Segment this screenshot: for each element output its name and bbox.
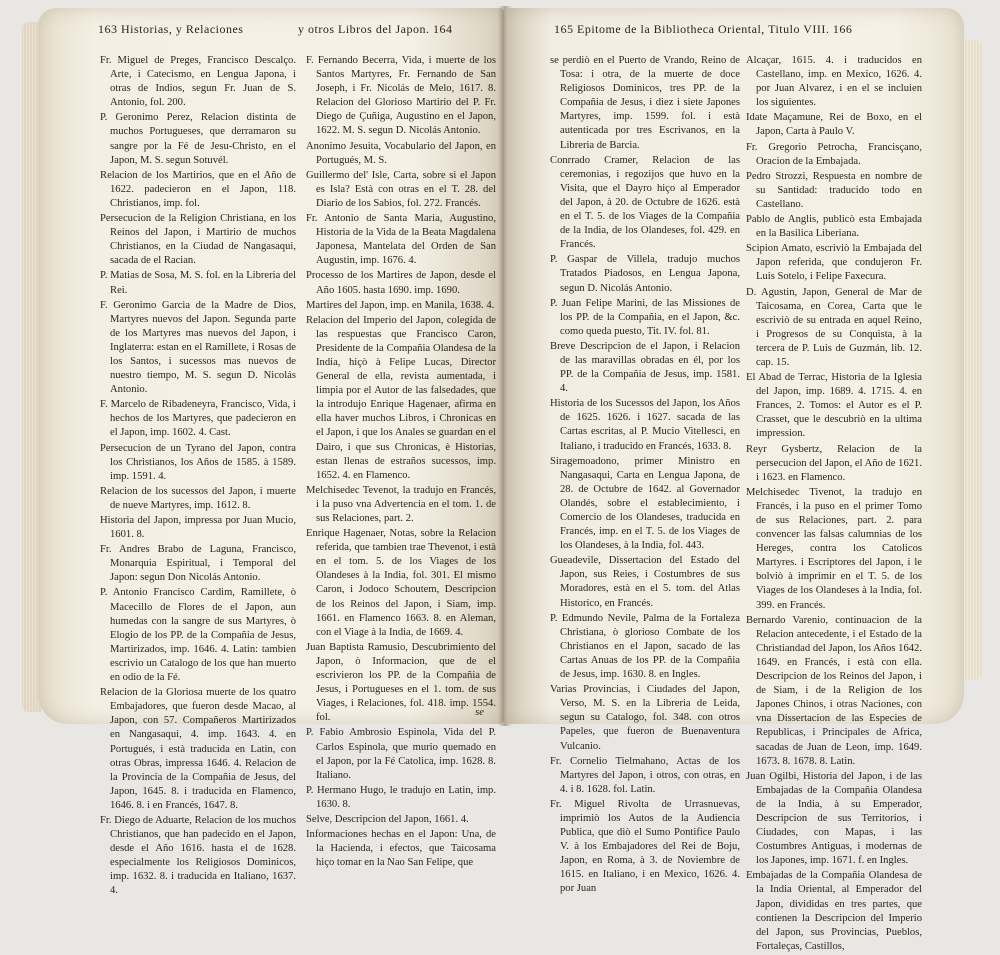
bibliography-entry: Fr. Miguel de Preges, Francisco Descalço. Arte, i Catecismo, en Lengua Japona, i otras de Indios, segun Fr. Juan de S. Antonio, fol. 200.: [100, 55, 296, 109]
bibliography-entry: Melchisedec Tivenot, la tradujo en Francés, i la puso en el primer Tomo de sus Relaciones, part. 2. para convencer las falsas calumnias de los Hereges, contra los Catolicos Martyres. i Escriptores del Japon, i le bolviò à imprimir en el T. 5. de los Viages de los Olandeses à la India, fol. 399. en Francés.: [746, 486, 922, 611]
bibliography-entry: P. Juan Felipe Marini, de las Missiones de los PP. de la Compañia, en el Japon, &c. como queda puesto, Tit. IV. fol. 81.: [550, 297, 740, 337]
bibliography-entry: Historia de los Sucessos del Japon, los Años de 1625. 1626. i 1627. sacada de las Cartas escritas, al P. Mucio Vitellesci, en Italiano, i traducido en Francés, 1633. 8.: [550, 398, 740, 452]
bibliography-entry: P. Matias de Sosa, M. S. fol. en la Libreria del Rei.: [100, 270, 296, 296]
bibliography-entry: Idate Maçamune, Rei de Boxo, en el Japon, Carta à Paulo V.: [746, 112, 922, 138]
right-column-2: [746, 54, 922, 955]
bibliography-entry: F. Fernando Becerra, Vida, i muerte de los Santos Martyres, Fr. Fernando de San Joseph, i Fr. Nicolás de Melo, 1617. 8. Relacion del Glorioso Martirio del P. Fr. Diego de Çuñiga, Augustino en el Japon, 1622. M. S. segun D. Nicolás Antonio.: [306, 55, 496, 137]
bibliography-entry: Relacion de los Martirios, que en el Año de 1622. padecieron en el Japon, 118. Christianos, imp. fol.: [100, 169, 296, 209]
bibliography-entry: Anonimo Jesuita, Vocabulario del Japon, en Portugués, M. S.: [306, 140, 496, 166]
bibliography-entry: Processo de los Martires de Japon, desde el Año 1605. hasta 1690. imp. 1690.: [306, 270, 496, 296]
right-column-1: [550, 54, 740, 898]
left-column-2: [306, 54, 496, 871]
left-page: [38, 8, 504, 897]
bibliography-entry: Siragemoadono, primer Ministro en Nangasaqui, Carta en Lengua Japona, de 28. de Octubre de 1642. al Governador Olandés, sobre el establecimiento, i Comercio de los Olandeses, traducida en Francés, imp. en el T. 5. de los Viages de los Olandeses, à la India, fol. 443.: [550, 455, 740, 552]
bibliography-entry: Alcaçar, 1615. 4. i traducidos en Castellano, imp. en Mexico, 1626. 4. por Juan Alvarez, i en el se incluien los siguientes.: [746, 55, 922, 109]
bibliography-entry: D. Agustin, Japon, General de Mar de Taicosama, en Corea, Carta que le escriviò de su entrada en aquel Reino, i Progresos de su Conquista, à la tercera de P. Luis de Guzmán, lib. 12. cap. 15.: [746, 286, 922, 368]
bibliography-entry: Relacion de la Gloriosa muerte de los quatro Embajadores, que fueron desde Macao, al Japon, con 57. Compañeros Martirizados en Nangasaqui, 4. imp. 1643. 4. en Portugués, i està traducida en Latin, con otras Obras, impressa 1646. 4. Relacion de la Provincia de la Compañia de Jesus, del Japon, 1645. 8. i traducida en Flamenco, 1646. 8. i en Francés, 1647. 8.: [100, 687, 296, 811]
bibliography-entry: Breve Descripcion de el Japon, i Relacion de las maravillas obradas en él, por los PP. de la Compañia de Jesus, imp. 1581. 4.: [550, 340, 740, 395]
bibliography-entry: Gueadevile, Dissertacion del Estado del Japon, sus Reies, i Costumbres de sus Moradores, està en el 5. tom. del Atlas Historico, en Francés.: [550, 555, 740, 609]
bibliography-entry: Relacion del Imperio del Japon, colegida de las respuestas que Francisco Caron, Presidente de la Compañia Olandesa de la India, hiçò à Felipe Lucas, Director General de ella, revista aumentada, i limpia por el Autor de las falsedades, que la introdujo Enrique Hagenaer, afirma en ella haver muchos Libros, i Chronicas en el Japon, i que los Anales se guardan en el Dairo, i que sus Chronicas, è Historias, estan llenas de estraños sucessos, imp. 1652. 4. en Flamenco.: [306, 314, 496, 481]
bibliography-entry: Scipion Amato, escriviò la Embajada del Japon referida, que condujeron Fr. Luis Sotelo, i Felipe Faxecura.: [746, 243, 922, 283]
bibliography-entry: Juan Baptista Ramusio, Descubrimiento del Japon, ò Informacion, que de el escrivieron los PP. de la Compañia de Jesus, i Portugueses en el 1. tom. de sus Viages, i Relaciones, fol. 418. imp. 1554. fol.: [306, 641, 496, 724]
bibliography-entry: P. Geronimo Perez, Relacion distinta de muchos Portugueses, que derramaron su sangre por la Fé de Jesu-Christo, en el Japon, M. S. segun Sotuvél.: [100, 112, 296, 166]
bibliography-entry: Persecucion de un Tyrano del Japon, contra los Christianos, los Años de 1585. à 1589. imp. 1591. 4.: [100, 442, 296, 482]
bibliography-entry: Pablo de Anglis, publicò esta Embajada en la Basilica Liberiana.: [746, 214, 922, 240]
bibliography-entry: Informaciones hechas en el Japon: Una, de la Hacienda, i efectos, que Taicosama hiço tomar en la Nao San Felipe, que: [306, 829, 496, 869]
bibliography-entry: P. Edmundo Nevile, Palma de la Fortaleza Christiana, ò glorioso Combate de los Christianos en el Japon, sacado de las Cartas Anuas de los PP. de la Compañia de Jesus, imp. 1630. 8. en Ingles.: [550, 612, 740, 681]
right-header: 165 Epitome de la Bibliotheca Oriental, Titulo VIII. 166: [554, 22, 853, 36]
bibliography-entry: Enrique Hagenaer, Notas, sobre la Relacion referida, que tambien trae Thevenot, i està en el tom. 5. de los Viages de los Olandeses à la India, fol. 301. El mismo Caron, i Jodoco Schoutem, Descripcion de los Reinos del Japon, i Siam, imp. 1661. en Flamenco 1663. 8. en Aleman, con el Viage à la India, de 1669. 4.: [306, 528, 496, 638]
bibliography-entry: P. Fabio Ambrosio Espinola, Vida del P. Carlos Espinola, que murio quemado en el Japon, por la Fé Catolica, imp. 1628. 8. Italiano.: [306, 727, 496, 781]
bibliography-entry: Fr. Antonio de Santa Maria, Augustino, Historia de la Vida de la Beata Magdalena Japonesa, Mantelata del Orden de San Augustin, imp. 1676. 4.: [306, 213, 496, 267]
left-column-1: [100, 54, 296, 900]
bibliography-entry: Relacion de los sucessos del Japon, i muerte de nueve Martyres, imp. 1612. 8.: [100, 485, 296, 511]
bibliography-entry: Reyr Gysbertz, Relacion de la persecucion del Japon, el Año de 1621. i 1623. en Flamenco.: [746, 443, 922, 483]
bibliography-entry: Fr. Gregorio Petrocha, Francisçano, Oracion de la Embajada.: [746, 141, 922, 167]
bibliography-entry: Bernardo Varenio, continuacion de la Relacion antecedente, i el Estado de la Christiandad del Japon, los Años 1642. 1649. en Francés, i està con ella. Descripcion de los Reinos del Japon, i de Siam, i de la Religion de los Japones Chinos, i otras Naciones, con vna Dissertacion de las Especies de Republicas, i Principales de Africa, sacadas de Juan de Leon, imp. 1649. 1673. 8. 1678. 8. Latin.: [746, 614, 922, 767]
bibliography-entry: Conrrado Cramer, Relacion de las ceremonias, i regozijos que huvo en la Visita, que el Dayro hiço al Emperador del Japon, à 20. de Octubre de 1626. està en el T. 5. de los Viages de la Compañia de la India, de los Olandeses, fol. 429. en Francés.: [550, 154, 740, 251]
left-header-left: 163 Historias, y Relaciones: [98, 22, 244, 36]
bibliography-entry: Guillermo del' Isle, Carta, sobre si el Japon es Isla? Està con otras en el T. 28. del Diario de los Sabios, fol. 272. Francés.: [306, 169, 496, 209]
bibliography-entry: P. Hermano Hugo, le tradujo en Latin, imp. 1630. 8.: [306, 784, 496, 810]
bibliography-entry: El Abad de Terrac, Historia de la Iglesia del Japon, imp. 1689. 4. 1715. 4. en Frances, 2. Tomos: el Autor es el P. Crasset, que le descubriò en la ultima impression.: [746, 372, 922, 440]
bibliography-entry: P. Gaspar de Villela, tradujo muchos Tratados Piadosos, en Lengua Japona, segun D. Nicolás Antonio.: [550, 254, 740, 294]
bibliography-entry: Juan Ogilbi, Historia del Japon, i de las Embajadas de la Compañia Olandesa de la India, à su Emperador, Descripcion de sus Territorios, i Ciudades, con Mapas, i las Costumbres Antiguas, i modernas de los Japones, imp. 1671. f. en Ingles.: [746, 770, 922, 867]
left-header-right: y otros Libros del Japon. 164: [298, 22, 453, 36]
bibliography-entry: Selve, Descripcion del Japon, 1661. 4.: [306, 813, 469, 825]
bibliography-entry: Pedro Strozzi, Respuesta en nombre de su Santidad: traducido todo en Castellano.: [746, 170, 922, 210]
bibliography-entry: Melchisedec Tevenot, la tradujo en Francés, i la puso vna Advertencia en el tom. 1. de sus Relaciones, part. 2.: [306, 484, 496, 524]
catchword: se: [475, 707, 484, 718]
bibliography-entry: Embajadas de la Compañia Olandesa de la India Oriental, al Emperador del Japon, divididas en tres partes, que contienen la Descripcion del Imperio del Japon, sus Provincias, Pueblos, Fortaleças, Castillos,: [746, 870, 922, 952]
right-page: [506, 8, 964, 952]
bibliography-entry: Historia del Japon, impressa por Juan Mucio, 1601. 8.: [100, 515, 296, 541]
bibliography-entry: Fr. Miguel Rivolta de Urrasnuevas, imprimiò los Autos de la Audiencia Publica, que diò el Sumo Pontifice Paulo V. à los Embajadores del Rei de Boju, Japon, en Roma, à 3. de Noviembre de 1615. en Italiano, i en Mexico, 1626. 4. por Juan: [550, 798, 740, 895]
bibliography-entry: Fr. Diego de Aduarte, Relacion de los muchos Christianos, que han padecido en el Japon, desde el Año 1616. hasta el de 1628. especialmente los Religiosos Dominicos, imp. 1632. 8. i traducida en Italiano, 1637. 4.: [100, 814, 296, 897]
bibliography-entry: Fr. Cornelio Tielmahano, Actas de los Martyres del Japon, i otros, con otras, en 4. i 8. 1628. fol. Latin.: [550, 755, 740, 795]
bibliography-entry: F. Marcelo de Ribadeneyra, Francisco, Vida, i hechos de los Martyres, que padecieron en el Japon, imp. 1602. 4. Cast.: [100, 399, 296, 439]
bibliography-entry: se perdiò en el Puerto de Vrando, Reino de Tosa: i otra, de la muerte de doce Religiosos Dominicos, tres PP. de la Compañia de Jesus, i diez i siete Japones Martyres, imp. 1599. fol. i està autenticada por tres Escrivanos, en la Libreria de Barcia.: [550, 55, 740, 151]
bibliography-entry: F. Geronimo Garcia de la Madre de Dios, Martyres nuevos del Japon. Segunda parte de los Martyres mas nuevos del Japon, i Inglaterra: estan en el Ramillete, i Rosas de los Santos, i sucessos mas nuevos de nuestro tiempo, M. S. segun D. Nicolás Antonio.: [100, 299, 296, 396]
bibliography-entry: Fr. Andres Brabo de Laguna, Francisco, Monarquia Espiritual, i Temporal del Japon: segun Don Nicolás Antonio.: [100, 544, 296, 584]
bibliography-entry: Varias Provincias, i Ciudades del Japon, Verso, M. S. en la Libreria de Leida, segun su Catalogo, fol. 348. con otros Papeles, que fueron de Buenaventura Vulcanio.: [550, 684, 740, 752]
bibliography-entry: Persecucion de la Religion Christiana, en los Reinos del Japon, i Martirio de muchos Christianos, en la Ciudad de Nangasaqui, sacada de el Racian.: [100, 213, 296, 267]
bibliography-entry: P. Antonio Francisco Cardim, Ramillete, ò Macecillo de Flores de el Japon, aun humedas con la sangre de sus Martyres, ò Elogio de los PP. de la Compañia de Jesus, Martirizados, imp. 1646. 4. Latin: tambien escrivio un Catalogo de los que han muerto en odio de la Fé.: [100, 587, 296, 684]
bibliography-entry: Martires del Japon, imp. en Manila, 1638. 4.: [306, 299, 495, 311]
